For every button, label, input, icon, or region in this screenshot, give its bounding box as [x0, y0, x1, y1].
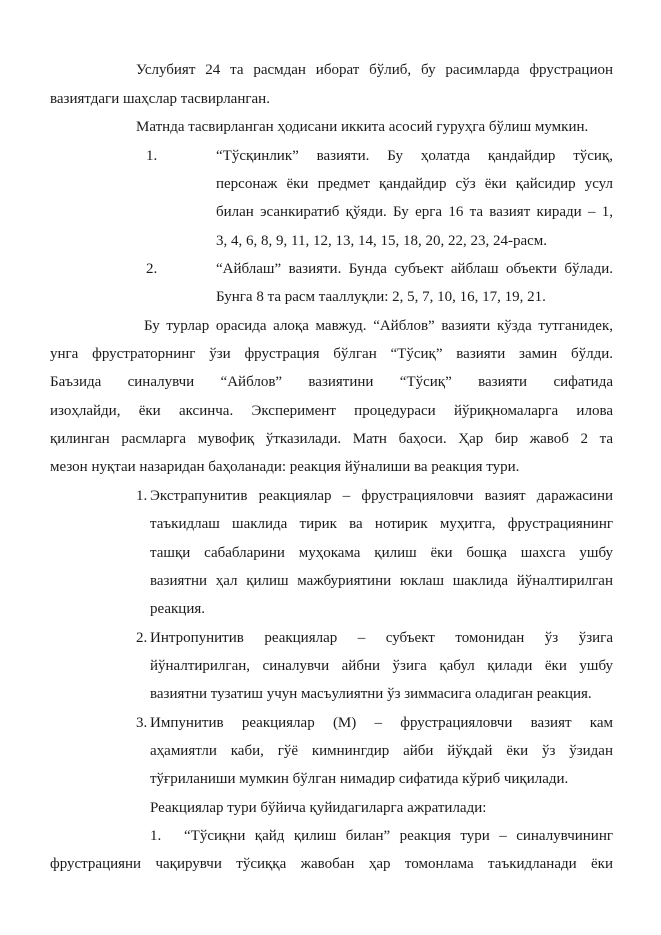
intro-line: вазиятдаги шаҳслар тасвирланган.	[50, 91, 270, 107]
paragraph-line: Баъзида синалувчи “Айблов” вазиятини “Тўсиқ” вазияти сифатида	[50, 374, 613, 390]
reaction-1-line: ташқи сабабларини муҳокама қилиш ёки бошқа шахсга ушбу	[150, 545, 613, 561]
intro-line: Матнда тасвирланган ҳодисани иккита асосий гуруҳга бўлиш мумкин.	[136, 119, 589, 135]
paragraph-line: қилинган расмларга мувофиқ ўтказилади. Матн баҳоси. Ҳар бир жавоб 2 та	[50, 431, 613, 447]
reaction-3-number: 3.	[136, 715, 148, 731]
reaction-1-line: реакция.	[150, 601, 205, 617]
paragraph-line: унга фрустраторнинг ўзи фрустрация бўлган “Тўсиқ” вазияти замин бўлди.	[50, 346, 613, 362]
group-1-line: билан эсанкиратиб қўяди. Бу ерга 16 та вазият киради – 1,	[216, 204, 613, 220]
type-1-number: 1.	[150, 828, 162, 844]
reaction-3-line: аҳамиятли каби, гўё кимнингдир айби йўқдай ёки ўз ўзидан	[150, 743, 613, 759]
paragraph-line: мезон нуқтаи назаридан баҳоланади: реакция йўналиши ва реакция тури.	[50, 459, 520, 475]
group-1-line: “Тўсқинлик” вазияти. Бу ҳолатда қандайдир тўсиқ,	[216, 148, 613, 164]
group-1-line: 3, 4, 6, 8, 9, 11, 12, 13, 14, 15, 18, 20, 22, 23, 24-расм.	[216, 233, 547, 249]
group-1-number: 1.	[146, 148, 158, 164]
reaction-1-line: Экстрапунитив реакциялар – фрустрацияловчи вазият даражасини	[150, 488, 613, 504]
intro-line: Услубият 24 та расмдан иборат бўлиб, бу расимларда фрустрацион	[136, 62, 613, 78]
type-1-line: фрустрацияни чақирувчи тўсиққа жавобан ҳар томонлама таъкидланади ёки	[50, 856, 613, 872]
group-2-line: “Айблаш” вазияти. Бунда субъект айблаш объекти бўлади.	[216, 261, 613, 277]
reaction-1-line: вазиятни ҳал қилиш мажбуриятини юклаш шаклида йўналтирилган	[150, 573, 613, 589]
group-1-line: персонаж ёки предмет қандайдир сўз ёки қайсидир усул	[216, 176, 613, 192]
paragraph-line: Бу турлар орасида алоқа мавжуд. “Айблов” вазияти кўзда тутганидек,	[144, 318, 613, 334]
reaction-1-line: таъкидлаш шаклида тирик ва нотирик муҳитга, фрустрациянинг	[150, 516, 613, 532]
types-intro: Реакциялар тури бўйича қуйидагиларга ажратилади:	[150, 800, 487, 816]
group-2-line: Бунга 8 та расм тааллуқли: 2, 5, 7, 10, 16, 17, 19, 21.	[216, 289, 546, 305]
reaction-3-line: тўғриланиши мумкин бўлган нимадир сифатида кўриб чиқилади.	[150, 771, 569, 787]
reaction-2-line: йўналтирилган, синалувчи айбни ўзига қабул қилади ёки ушбу	[150, 658, 613, 674]
reaction-2-number: 2.	[136, 630, 148, 646]
group-2-number: 2.	[146, 261, 158, 277]
reaction-1-number: 1.	[136, 488, 148, 504]
type-1-line: “Тўсиқни қайд қилиш билан” реакция тури – синалувчининг	[184, 828, 613, 844]
reaction-2-line: Интропунитив реакциялар – субъект томонидан ўз ўзига	[150, 630, 613, 646]
reaction-2-line: вазиятни тузатиш учун масъулиятни ўз зиммасига оладиган реакция.	[150, 686, 592, 702]
reaction-3-line: Импунитив реакциялар (М) – фрустрацияловчи вазият кам	[150, 715, 613, 731]
paragraph-line: изоҳлайди, ёки аксинча. Эксперимент процедураси йўриқномаларга илова	[50, 403, 613, 419]
